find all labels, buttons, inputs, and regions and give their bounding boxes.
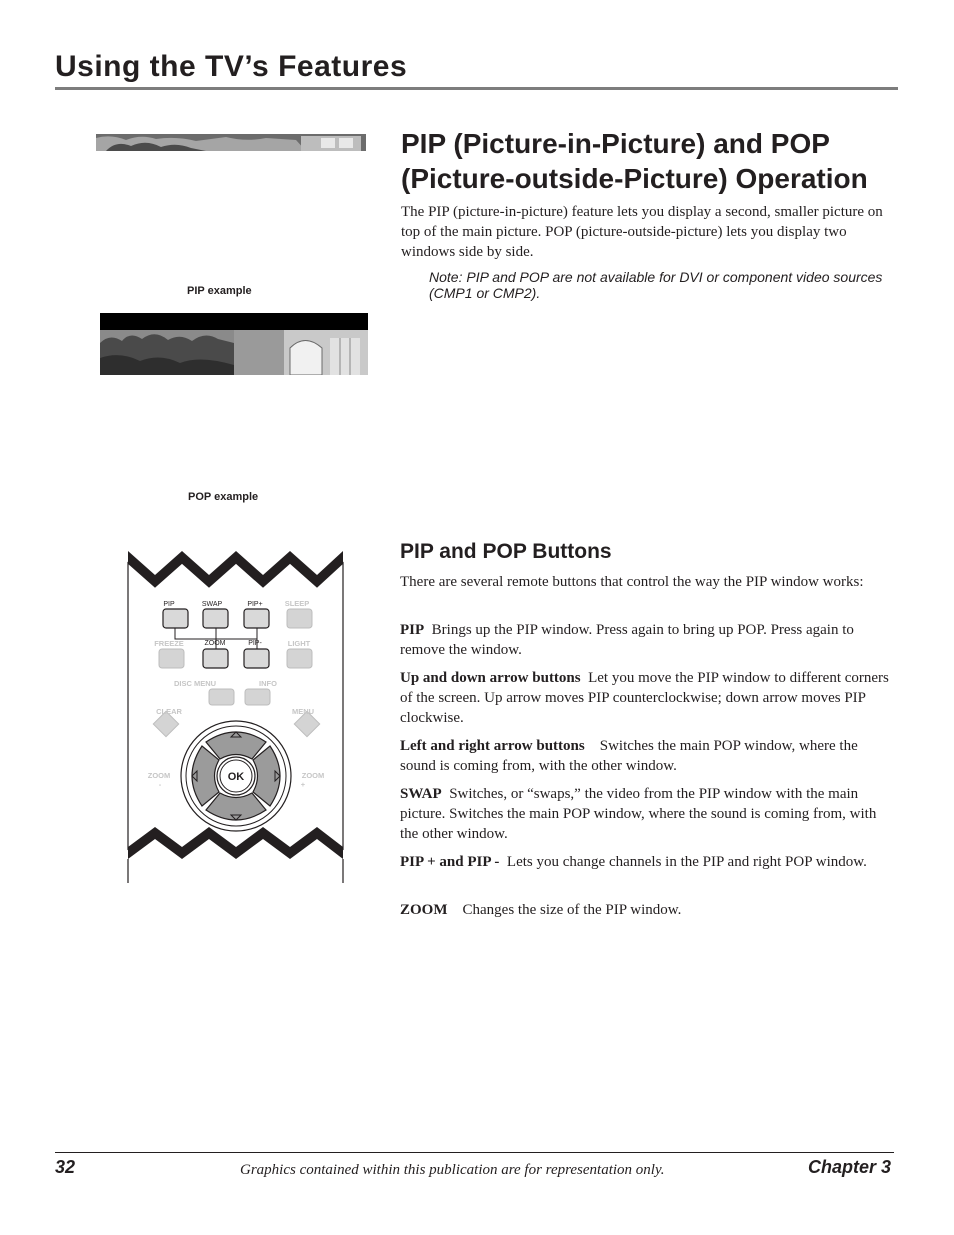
section-heading-line-2: (Picture-outside-Picture) Operation	[401, 163, 868, 194]
button-desc-swap	[400, 784, 897, 844]
remote-freeze-button[interactable]: FREEZE	[154, 639, 184, 648]
footer-rule	[55, 1152, 894, 1153]
button-description: Switches, or “swaps,” the video from the PIP window with the main picture. Switches the main POP window, where the sound is coming from, with the other window.	[400, 786, 877, 842]
page-number: 32	[55, 1157, 76, 1177]
button-term: Left and right arrow buttons	[400, 738, 585, 754]
remote-pip-minus-button[interactable]: PIP-	[248, 640, 262, 647]
button-description: Brings up the PIP window. Press again to bring up POP. Press again to remove the window.	[400, 622, 854, 658]
pip-pop-intro-paragraph: The PIP (picture-in-picture) feature lets you display a second, smaller picture on top of the main picture. POP (picture-outside-picture) lets you display two windows side by side.	[401, 204, 883, 260]
pip-pop-note: Note: PIP and POP are not available for DVI or component video sources (CMP1 or CMP2).	[429, 269, 883, 301]
button-term: SWAP	[400, 786, 442, 802]
button-description: Let you move the PIP window to different corners of the screen. Up arrow moves PIP counterclockwise; down arrow moves PIP clockwise.	[400, 670, 889, 726]
remote-info-button[interactable]: INFO	[259, 679, 277, 688]
remote-swap-button[interactable]: SWAP	[201, 601, 223, 608]
button-term: PIP + and PIP -	[400, 854, 500, 870]
button-description: Lets you change channels in the PIP and right POP window.	[506, 854, 867, 870]
button-term: PIP	[400, 622, 425, 638]
pip-example-image	[96, 134, 366, 280]
remote-zoom-right-button[interactable]: ZOOM	[301, 771, 325, 780]
pop-example-image	[100, 313, 368, 375]
remote-control-illustration	[127, 547, 344, 884]
remote-zoom-minus-sign: -	[158, 780, 162, 789]
button-desc-pip-plus-minus	[400, 852, 897, 872]
remote-zoom-left-button[interactable]: ZOOM	[147, 771, 171, 780]
remote-ok-button[interactable]: OK	[227, 771, 245, 783]
remote-light-button[interactable]: LIGHT	[287, 639, 311, 648]
footer-note: Graphics contained within this publication are for representation only.	[240, 1162, 665, 1178]
pop-example-caption: POP example	[188, 491, 259, 503]
chapter-label: Chapter 3	[808, 1157, 892, 1177]
buttons-section-heading: PIP and POP Buttons	[400, 540, 612, 563]
remote-zoom-plus-sign: +	[300, 780, 306, 789]
remote-zoom-button[interactable]: ZOOM	[204, 640, 226, 647]
buttons-intro-paragraph: There are several remote buttons that control the way the PIP window works:	[400, 574, 864, 590]
section-heading-line-1: PIP (Picture-in-Picture) and POP	[401, 128, 830, 159]
button-desc-left-right-arrows	[400, 736, 897, 776]
button-description: Switches the main POP window, where the sound is coming from, with the other window.	[400, 738, 858, 774]
remote-sleep-button[interactable]: SLEEP	[284, 599, 310, 608]
button-desc-zoom	[400, 900, 897, 920]
section-heading-pip-pop	[401, 126, 901, 196]
remote-pip-plus-button[interactable]: PIP+	[247, 601, 263, 608]
pip-example-caption: PIP example	[187, 285, 252, 297]
button-desc-up-down-arrows	[400, 668, 897, 728]
remote-menu-button[interactable]: MENU	[291, 707, 315, 716]
remote-disc-menu-button[interactable]: DISC MENU	[173, 679, 217, 688]
remote-pip-button[interactable]: PIP	[163, 601, 175, 608]
button-description: Changes the size of the PIP window.	[462, 902, 682, 918]
button-desc-pip	[400, 620, 897, 660]
page-header-title: Using the TV’s Features	[55, 50, 408, 83]
button-term: ZOOM	[400, 902, 448, 918]
button-term: Up and down arrow buttons	[400, 670, 581, 686]
remote-clear-button[interactable]: CLEAR	[156, 707, 182, 716]
header-rule	[55, 87, 898, 90]
